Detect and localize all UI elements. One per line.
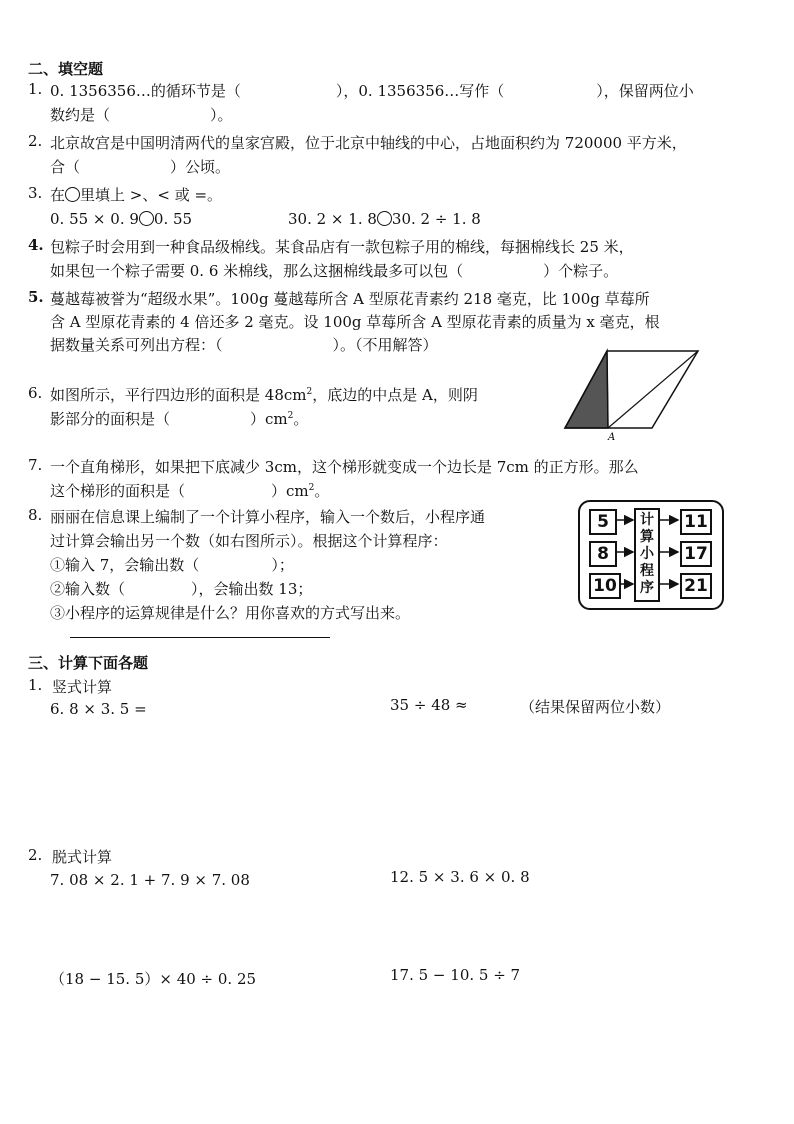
- q7-text-c: ）cm: [271, 482, 309, 500]
- q1-text-c: ），保留两位小: [596, 82, 694, 100]
- p1-expr-1: 6. 8 × 3. 5 =: [50, 700, 147, 718]
- q3-expr-2-right: 30. 2 ÷ 1. 8: [391, 210, 481, 228]
- q2-text-b: 合（: [50, 158, 81, 176]
- p2-expr-4: 17. 5 − 10. 5 ÷ 7: [390, 966, 521, 984]
- q3-expr-1-left: 0. 55 × 0. 9: [50, 210, 139, 228]
- q8-line3: [50, 554, 294, 575]
- output-box-2: 17: [680, 541, 712, 567]
- q5-text-d: ）。（不用解答）: [332, 336, 438, 354]
- compare-circle-2[interactable]: [377, 211, 392, 226]
- q5-line1: 蔓越莓被誉为“超级水果”。100g 蔓越莓所含 A 型原花青素约 218 毫克，比 100g 草莓所: [50, 290, 650, 308]
- output-box-1: 11: [680, 509, 712, 535]
- q3-number: 3.: [28, 184, 43, 202]
- input-box-1: 5: [589, 509, 617, 535]
- point-a-label: A: [608, 432, 616, 442]
- q4-line2: [50, 260, 618, 281]
- q8-number: 8.: [28, 506, 43, 524]
- q5-text-c: 据数量关系可列出方程：（: [50, 336, 223, 354]
- p2-title: 脱式计算: [52, 848, 113, 866]
- p2-expr-1: 7. 08 × 2. 1 + 7. 9 × 7. 08: [50, 871, 250, 889]
- q8-line1: 丽丽在信息课上编制了一个计算小程序，输入一个数后，小程序通: [50, 508, 486, 526]
- q8-line2: 过计算会输出另一个数（如右图所示）。根据这个计算程序：: [50, 532, 448, 550]
- q7-sup: 2: [308, 483, 315, 493]
- program-label: 计算小程序: [634, 508, 660, 602]
- q6-line2: [50, 408, 308, 429]
- p1-title: 竖式计算: [52, 678, 113, 696]
- q7-line2: [50, 480, 329, 501]
- q5-number: 5.: [28, 288, 44, 306]
- q8-line5: ③小程序的运算规律是什么？用你喜欢的方式写出来。: [50, 604, 411, 622]
- input-box-2: 8: [589, 541, 617, 567]
- input-box-3: 10: [589, 573, 621, 599]
- q2-text-c: ）公顷。: [170, 158, 231, 176]
- q6-text-b: 影部分的面积是（: [50, 410, 171, 428]
- p2-number: 2.: [28, 846, 43, 864]
- q1-text-e: ）。: [210, 106, 233, 124]
- q8-text-c2: ）；: [271, 556, 294, 574]
- p1-number: 1.: [28, 676, 43, 694]
- circle-icon: [65, 187, 80, 202]
- q4-text-b: 如果包一个粽子需要 0. 6 米棉线，那么这捆棉线最多可以包（: [50, 262, 464, 280]
- q6-text-a: 如图所示，平行四边形的面积是 48cm: [50, 386, 307, 404]
- q3-text-a: 在: [50, 186, 66, 204]
- q4-text-c: ）个粽子。: [543, 262, 619, 280]
- q1-text-d: 数约是（: [50, 106, 111, 124]
- q8-line4: [50, 578, 312, 599]
- q5-line2: 含 A 型原花青素的 4 倍还多 2 毫克。设 100g 草莓所含 A 型原花青素的质量为 x 毫克，根: [50, 313, 660, 331]
- q3-expr-1: [50, 210, 192, 228]
- q2-line2: [50, 156, 230, 177]
- section-3-title: 三、计算下面各题: [28, 654, 149, 672]
- q6-line1: [50, 384, 478, 405]
- q3-expr-2-left: 30. 2 × 1. 8: [288, 210, 377, 228]
- p2-expr-3: （18 − 15. 5）× 40 ÷ 0. 25: [50, 970, 257, 988]
- q6-text-c: ）cm: [250, 410, 288, 428]
- q1-text-a: 0. 1356356…的循环节是（: [50, 82, 241, 100]
- q1-line2: [50, 104, 233, 125]
- q3-text-b: 里填上 >、< 或 =。: [80, 186, 223, 204]
- q5-line3: [50, 334, 438, 355]
- q6-number: 6.: [28, 384, 43, 402]
- output-box-3: 21: [680, 573, 712, 599]
- q8-text-c: ①输入 7，会输出数（: [50, 556, 200, 574]
- q8-text-d2: ），会输出数 13；: [191, 580, 313, 598]
- q7-line1: 一个直角梯形，如果把下底减少 3cm，这个梯形就变成一个边长是 7cm 的正方形。那么: [50, 458, 639, 476]
- section-2-title: 二、填空题: [28, 60, 104, 78]
- parallelogram-figure: [560, 346, 710, 442]
- q4-line1: 包粽子时会用到一种食品级棉线。某食品店有一款包粽子用的棉线，每捆棉线长 25 米，: [50, 238, 634, 256]
- q1-text-b: ），0. 1356356…写作（: [335, 82, 505, 100]
- q1-line1: [50, 80, 694, 101]
- q2-number: 2.: [28, 132, 43, 150]
- q7-text-b: 这个梯形的面积是（: [50, 482, 186, 500]
- q7-number: 7.: [28, 456, 43, 474]
- q6-text-d: 。: [293, 410, 309, 428]
- triangle-edge-right: [608, 351, 698, 428]
- q2-line1: 北京故宫是中国明清两代的皇家宫殿，位于北京中轴线的中心，占地面积约为 720000 平方米，: [50, 134, 687, 152]
- q6-text-a2: ，底边的中点是 A，则阴: [312, 386, 478, 404]
- q3-line1: [50, 184, 222, 205]
- q7-text-d: 。: [314, 482, 330, 500]
- p1-note: （结果保留两位小数）: [520, 698, 671, 716]
- p2-expr-2: 12. 5 × 3. 6 × 0. 8: [390, 868, 530, 886]
- compare-circle-1[interactable]: [139, 211, 154, 226]
- q6-sup-2: 2: [287, 411, 294, 421]
- q1-number: 1.: [28, 80, 43, 98]
- q8-text-d: ②输入数（: [50, 580, 126, 598]
- q3-expr-1-right: 0. 55: [153, 210, 193, 228]
- q3-expr-2: [288, 210, 481, 228]
- q6-sup-1: 2: [306, 387, 313, 397]
- p1-expr-2: 35 ÷ 48 ≈: [390, 696, 468, 714]
- program-arrows: [578, 500, 720, 606]
- q4-number: 4.: [28, 236, 44, 254]
- answer-line[interactable]: [70, 637, 330, 638]
